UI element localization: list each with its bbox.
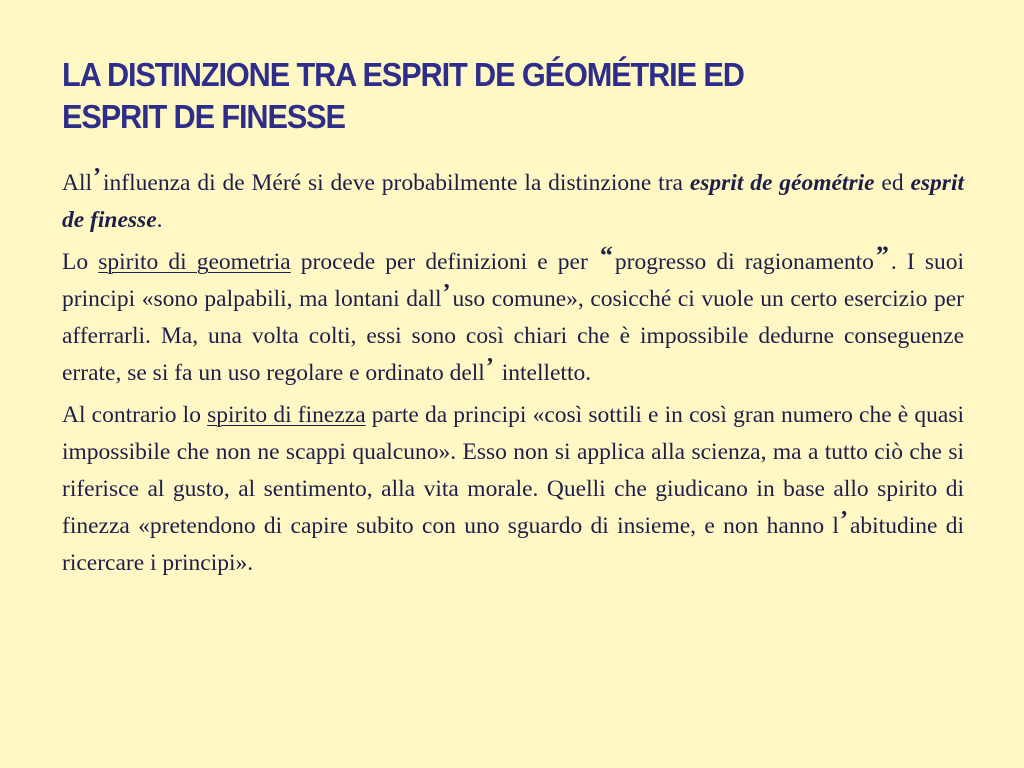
text-segment: All [62, 170, 93, 196]
slide-title [62, 54, 964, 138]
slide [62, 0, 964, 768]
title-line-2: ESPRIT DE FINESSE [62, 98, 345, 135]
paragraph-spirito-di-finezza [62, 397, 964, 582]
text-segment: ed [874, 170, 911, 196]
term-esprit-de-finesse: esprit de finesse [62, 170, 965, 233]
slide-body [62, 165, 964, 587]
text-segment: parte da principi «così sottili e in così gran numero che è quasi impossibile che non ne scappi qualcuno». Esso non si applica alla scienza, ma a tutto ciò che si riferisce al gusto, al sentimento, alla vita morale. Quelli che giudicano in base allo spirito di finezza «pretendono di capire subito con uno sguardo di insieme, e non hanno l [62, 402, 964, 539]
text-segment: Lo [62, 249, 99, 275]
paragraph-intro [62, 165, 964, 239]
text-segment: progresso di ragionamento [614, 249, 874, 275]
text-segment: . [156, 207, 163, 233]
apostrophe: ’ [839, 507, 848, 533]
apostrophe: ’ [485, 354, 494, 380]
open-quote: “ [599, 241, 613, 270]
close-quote: ” [875, 241, 889, 270]
text-segment: influenza di de Méré si deve probabilmente la distinzione tra [103, 170, 690, 196]
paragraph-spirito-di-geometria [62, 241, 964, 392]
term-spirito-di-finezza: spirito di finezza [207, 402, 366, 428]
text-segment: abitudine di ricercare i principi». [62, 513, 964, 576]
term-spirito-di-geometria: spirito di geometria [98, 249, 291, 275]
text-segment: Al contrario lo [62, 402, 208, 428]
text-segment: procede per definizioni e per [290, 249, 598, 275]
term-esprit-de-geometrie: esprit de géométrie [689, 170, 875, 196]
apostrophe: ’ [93, 164, 102, 190]
apostrophe: ’ [442, 280, 451, 306]
title-line-1: LA DISTINZIONE TRA ESPRIT DE GÉOMÉTRIE ED [62, 56, 744, 93]
text-segment: . I suoi principi «sono palpabili, ma lontani dall [62, 249, 964, 312]
text-segment: intelletto. [495, 360, 592, 386]
text-segment: uso comune», cosicché ci vuole un certo esercizio per afferrarli. Ma, una volta colti, essi sono così chiari che è impossibile dedurne conseguenze errate, se si fa un uso regolare e ordinato dell [62, 286, 964, 386]
